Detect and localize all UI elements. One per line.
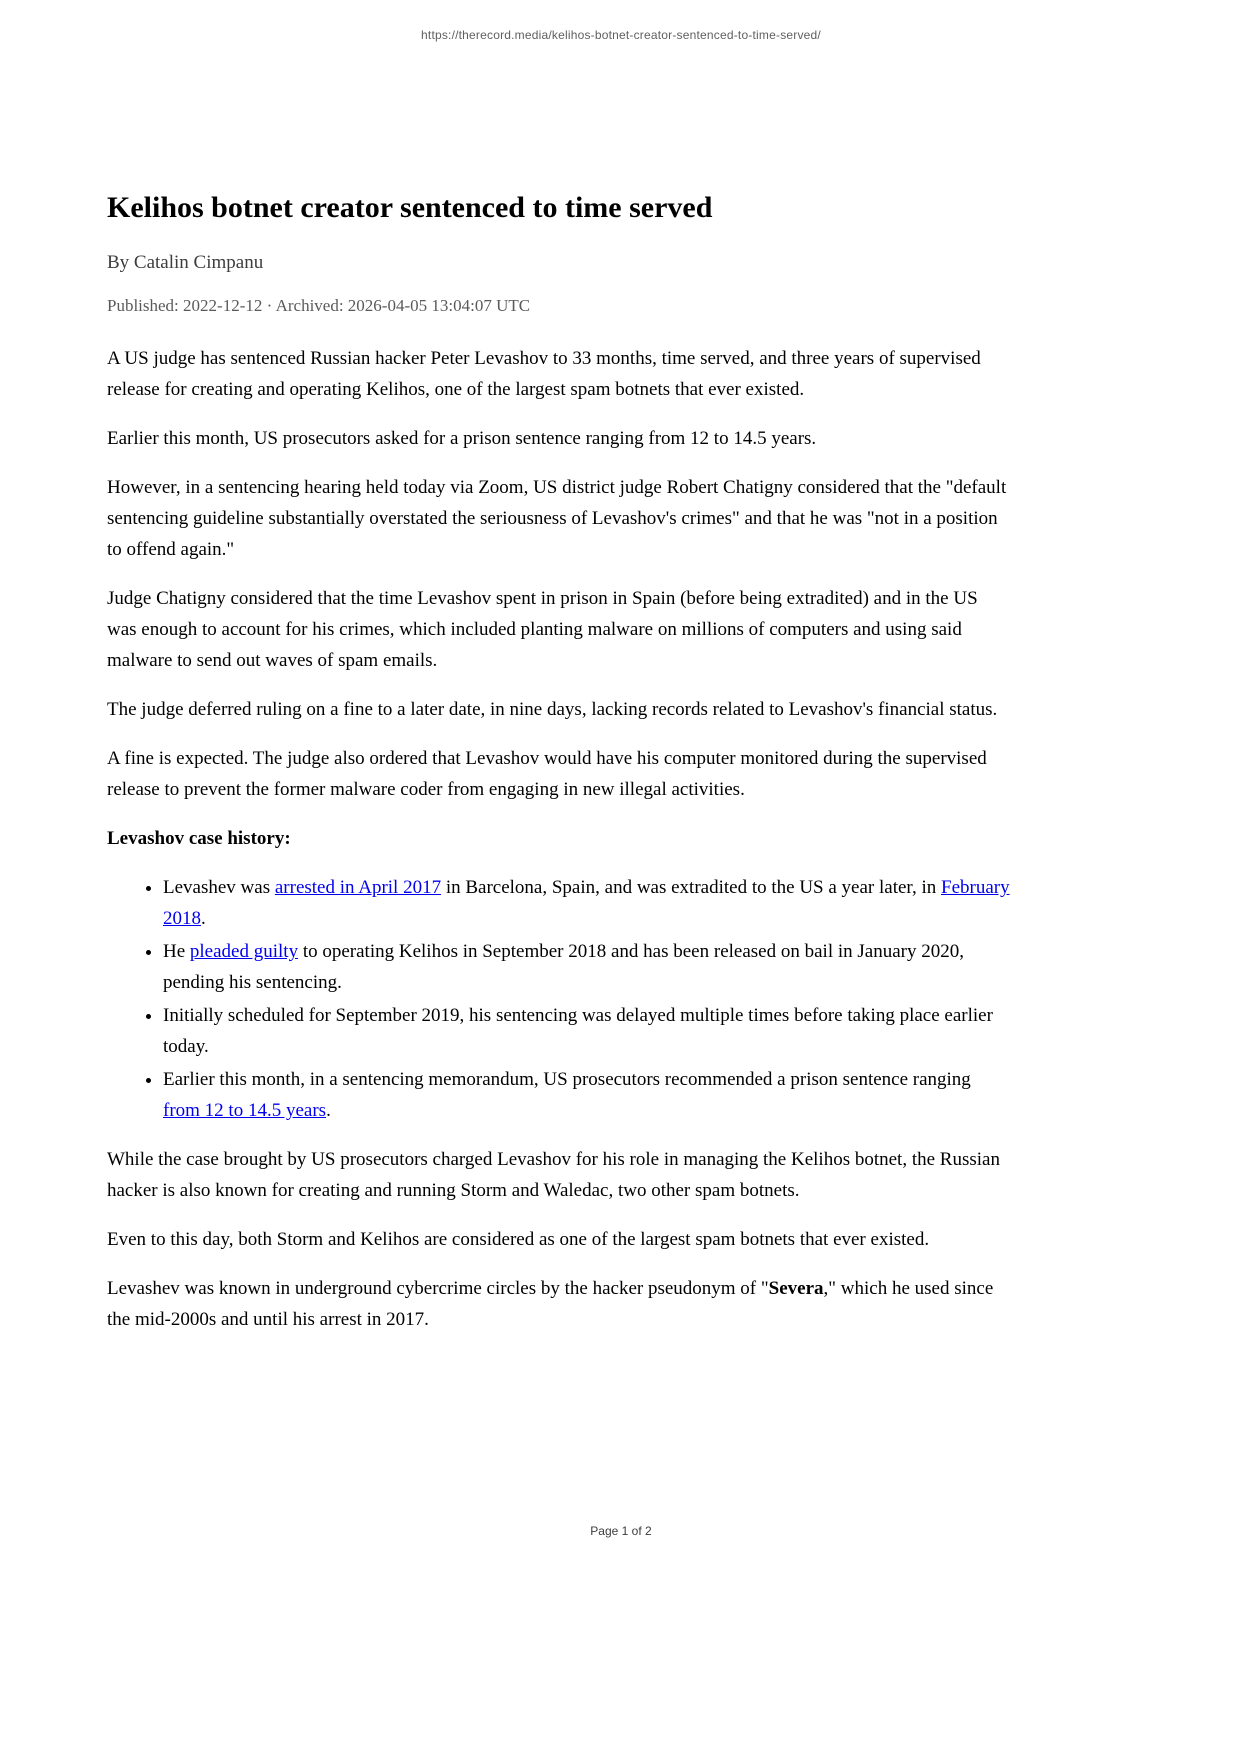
text-segment: . — [201, 908, 206, 930]
paragraph-prosecutors-request: Earlier this month, US prosecutors asked for a prison sentence ranging from 12 to 14.5 years. — [107, 428, 817, 450]
link-february-2018[interactable]: February 2018 — [163, 877, 1010, 930]
article-body — [107, 190, 1010, 1353]
paragraph-fine-deferred: The judge deferred ruling on a fine to a later date, in nine days, lacking records related to Levashov's financial status. — [107, 699, 998, 721]
link-pleaded-guilty[interactable]: pleaded guilty — [189, 941, 299, 963]
paragraph-time-served-reasoning: Judge Chatigny considered that the time Levashov spent in prison in Spain (before being extradited) and in the US was enough to account for his crimes, which included planting malware on millions of computers and using said malware to send out waves of spam emails. — [107, 588, 978, 672]
list-item-guilty-plea — [163, 936, 1010, 998]
paragraph-largest-botnets: Even to this day, both Storm and Kelihos are considered as one of the largest spam botnets that ever existed. — [107, 1229, 930, 1251]
paragraph-sentence-summary: A US judge has sentenced Russian hacker Peter Levashov to 33 months, time served, and three years of supervised release for creating and operating Kelihos, one of the largest spam botnets that ever existed. — [107, 348, 981, 401]
paragraph-monitoring-order: A fine is expected. The judge also ordered that Levashov would have his computer monitored during the supervised release to prevent the former malware coder from engaging in new illegal activities. — [107, 748, 987, 801]
case-history-list — [107, 872, 1010, 1126]
link-arrested-in-april-2017[interactable]: arrested in April 2017 — [274, 877, 442, 899]
text-segment: . — [326, 1100, 331, 1122]
article-title: Kelihos botnet creator sentenced to time served — [107, 191, 713, 224]
text-segment: Initially scheduled for September 2019, his sentencing was delayed multiple times before taking place earlier today. — [163, 1005, 993, 1058]
link-from-12-to-14-5-years[interactable]: from 12 to 14.5 years — [163, 1100, 327, 1122]
text-segment: in Barcelona, Spain, and was extradited to the US a year later, in — [441, 877, 942, 899]
text-segment: ," which he used since the mid-2000s and until his arrest in 2017. — [107, 1278, 994, 1331]
text-segment: Levashev was — [163, 877, 275, 899]
paragraph-severa-pseudonym — [107, 1273, 1010, 1335]
list-item-arrest — [163, 872, 1010, 934]
publish-archive-info: Published: 2022-12-12 · Archived: 2026-04-05 13:04:07 UTC — [107, 296, 531, 316]
text-segment: Levashev was known in underground cybercrime circles by the hacker pseudonym of " — [107, 1278, 769, 1300]
text-segment: to operating Kelihos in September 2018 and has been released on bail in January 2020, pending his sentencing. — [163, 941, 964, 994]
paragraph-other-botnets: While the case brought by US prosecutors charged Levashov for his role in managing the Kelihos botnet, the Russian hacker is also known for creating and running Storm and Waledac, two other spam botnets. — [107, 1149, 1000, 1202]
case-history-heading: Levashov case history: — [107, 828, 291, 850]
severa-pseudonym-bold: Severa — [768, 1278, 824, 1300]
list-item-sentencing-delays — [163, 1000, 1010, 1062]
text-segment: He — [163, 941, 190, 963]
article-byline: By Catalin Cimpanu — [107, 252, 264, 274]
paragraph-hearing-details: However, in a sentencing hearing held today via Zoom, US district judge Robert Chatigny considered that the "default sentencing guideline substantially overstated the seriousness of Levashov's crimes" and that he was "not in a position to offend again." — [107, 477, 1007, 561]
print-header-url: https://therecord.media/kelihos-botnet-creator-sentenced-to-time-served/ — [421, 28, 821, 42]
list-item-sentencing-memo — [163, 1064, 1010, 1126]
text-segment: Earlier this month, in a sentencing memorandum, US prosecutors recommended a prison sentence ranging — [163, 1069, 971, 1091]
page-number: Page 1 of 2 — [590, 1524, 652, 1538]
